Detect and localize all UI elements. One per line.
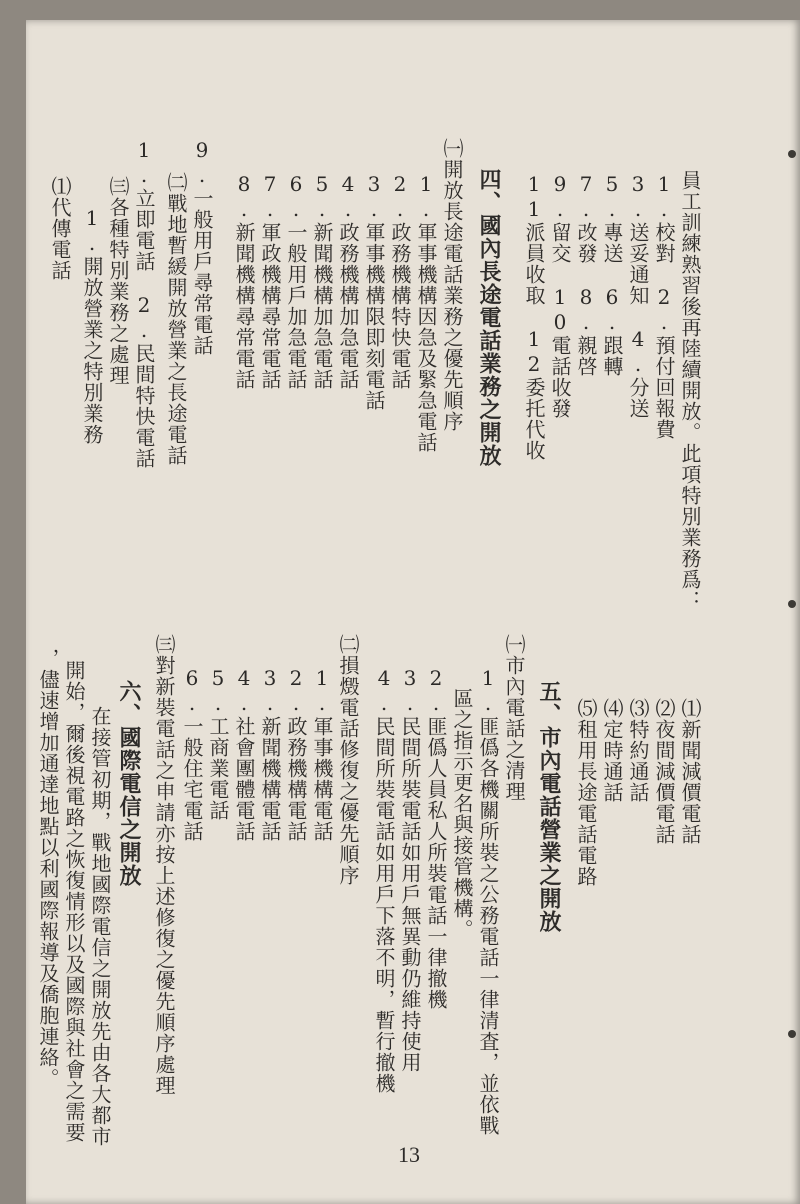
section-heading: 四、國內長途電話業務之開放 xyxy=(476,168,501,467)
page-number: 13 xyxy=(398,1142,420,1167)
text-column: ⑴新聞減價電話 xyxy=(678,698,702,845)
text-column: 3.軍事機構限即刻電話 xyxy=(362,172,386,411)
text-column: 2.政務機構特快電話 xyxy=(388,172,412,390)
text-column: 5.新聞機構加急電話 xyxy=(310,172,334,390)
text-column: 6.一般住宅電話 xyxy=(180,666,204,842)
text-column: 5.工商業電話 xyxy=(206,666,230,821)
binding-hole xyxy=(788,150,796,158)
text-column: 3.民間所裝電話如用戶無異動仍維持使用 xyxy=(398,666,422,1073)
text-column: ⑶特約通話 xyxy=(626,698,650,803)
text-column: 1.立即電話 2.民間特快電話 xyxy=(132,138,156,469)
text-column: ⑷定時通話 xyxy=(600,698,624,803)
text-column: 員工訓練熟習後再陸續開放。此項特別業務爲： xyxy=(678,170,702,611)
document-page xyxy=(26,20,800,1204)
text-column: 9.留交 10電話收發 xyxy=(548,172,572,419)
text-column: 8.新聞機構尋常電話 xyxy=(232,172,256,390)
text-column: 1.匪僞各機關所裝之公務電話一律清査，並依戰 xyxy=(476,666,500,1136)
text-column: ㈠市內電話之清理 xyxy=(502,634,526,802)
text-column: ，儘速增加通達地點以利國際報導及僑胞連絡。 xyxy=(36,648,60,1089)
text-column: 1.軍事機構電話 xyxy=(310,666,334,842)
text-column: ㈡戰地暫緩開放營業之長途電話 xyxy=(164,172,188,466)
text-column: 5.專送 6.跟轉 xyxy=(600,172,624,377)
text-column: 2.匪僞人員私人所裝電話一律撤機 xyxy=(424,666,448,1010)
text-column: 1.開放營業之特別業務 xyxy=(80,206,104,445)
section-heading: 六、國際電信之開放 xyxy=(116,680,141,887)
text-column: 7.軍政機構尋常電話 xyxy=(258,172,282,390)
section-heading: 五、市內電話營業之開放 xyxy=(536,680,561,933)
text-column: ㈢各種特別業務之處理 xyxy=(106,176,130,386)
text-column: ㈢對新裝電話之申請亦按上述修復之優先順序處理 xyxy=(152,634,176,1096)
text-column: 區之指示更名與接管機構。 xyxy=(450,688,474,940)
text-column: 6.一般用戶加急電話 xyxy=(284,172,308,390)
text-column: 11派員收取 12委托代收 xyxy=(522,172,546,461)
text-column: ㈠開放長途電話業務之優先順序 xyxy=(440,138,464,432)
text-column: 1.校對 2.預付回報費 xyxy=(652,172,676,440)
text-column: 3.送妥通知 4.分送 xyxy=(626,172,650,419)
text-column: 3.新聞機構電話 xyxy=(258,666,282,842)
text-column: 7.改發 8.親啓 xyxy=(574,172,598,377)
binding-hole xyxy=(788,600,796,608)
text-column: 4.政務機構加急電話 xyxy=(336,172,360,390)
text-column: 4.民間所裝電話如用戶下落不明，暫行撤機 xyxy=(372,666,396,1094)
text-column: 2.政務機構電話 xyxy=(284,666,308,842)
binding-hole xyxy=(788,1030,796,1038)
text-column: ⑸租用長途電話電路 xyxy=(574,698,598,887)
text-column: 開始，爾後視電路之恢復情形以及國際與社會之需要 xyxy=(62,660,86,1143)
text-column: ⑵夜間減價電話 xyxy=(652,698,676,845)
text-column: 4.社會團體電話 xyxy=(232,666,256,842)
text-column: ⑴代傳電話 xyxy=(48,176,72,281)
text-column: 在接管初期，戰地國際電信之開放先由各大都市 xyxy=(88,706,112,1147)
text-column: 1.軍事機構因急及緊急電話 xyxy=(414,172,438,453)
text-column: 9.一般用戶尋常電話 xyxy=(190,138,214,356)
text-column: ㈡損燬電話修復之優先順序 xyxy=(336,634,360,886)
